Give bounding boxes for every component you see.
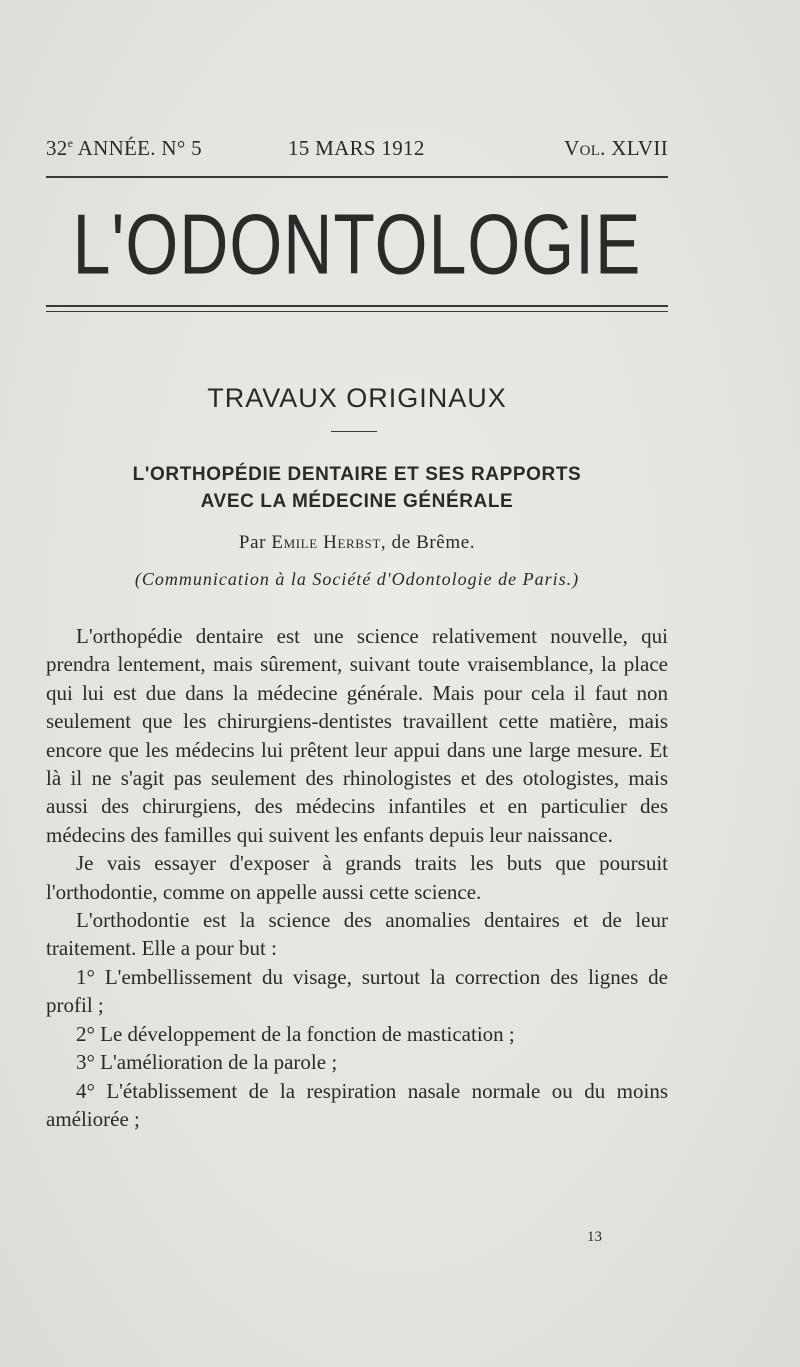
list-item: 1° L'embellissement du visage, surtout la correction des lignes de profil ; [46,964,668,1018]
list-item: 3° L'amélioration de la parole ; [76,1050,338,1075]
article-title-line-1: L'ORTHOPÉDIE DENTAIRE ET SES RAPPORTS [132,464,582,485]
article-title-line-2: AVEC LA MÉDECINE GÉNÉRALE [200,491,514,512]
byline [46,532,668,554]
paragraph: L'orthopédie dentaire est une science relativement nouvelle, qui prendra lentement, mais sûrement, suivant toute vraisemblance, la place qui lui est due dans la médecine générale. Mais pour cela il faut non seulement que les chirurgiens-dentistes travaillent cette matière, mais encore que les médecins lui prêtent leur appui dans une large mesure. Et là il ne s'agit pas seulement des rhinologistes et des otologistes, mais aussi des chirurgiens, des médecins infantiles et en particulier des médecins des familles qui suivent les enfants depuis leur naissance. [46,624,668,847]
masthead-rule-thick [46,305,668,307]
list-item: 4° L'établissement de la respiration nasale normale ou du moins améliorée ; [46,1078,668,1131]
section-divider [331,431,377,432]
header-rule [46,176,668,178]
list-item: 2° Le développement de la fonction de mastication ; [76,1021,515,1046]
running-header [46,136,668,166]
byline-suffix: , de Brême. [380,532,476,553]
byline-prefix: Par [238,532,272,553]
article-body [46,622,668,1133]
issue-date: 15 MARS 1912 [288,136,425,160]
issue-year-superscript: e [67,136,74,150]
issue-year-number: 32 [46,136,68,160]
journal-title: L'ODONTOLOGIE [72,197,642,293]
issue-number [46,136,202,161]
issue-rest: ANNÉE. N° 5 [73,136,202,160]
author-name: Emile Herbst [271,532,381,553]
paragraph: Je vais essayer d'exposer à grands traits les buts que poursuit l'orthodontie, comme on appelle aussi cette science. [46,851,668,904]
article-title [46,461,668,515]
volume-number: Vol. XLVII [564,136,668,160]
section-title: TRAVAUX ORIGINAUX [207,383,507,413]
page-number: 13 [587,1229,602,1245]
communication-note: (Communication à la Société d'Odontologie de Paris.) [134,569,580,589]
masthead-rule-thin [46,311,668,312]
paragraph: L'orthodontie est la science des anomalies dentaires et de leur traitement. Elle a pour but : [46,908,668,961]
